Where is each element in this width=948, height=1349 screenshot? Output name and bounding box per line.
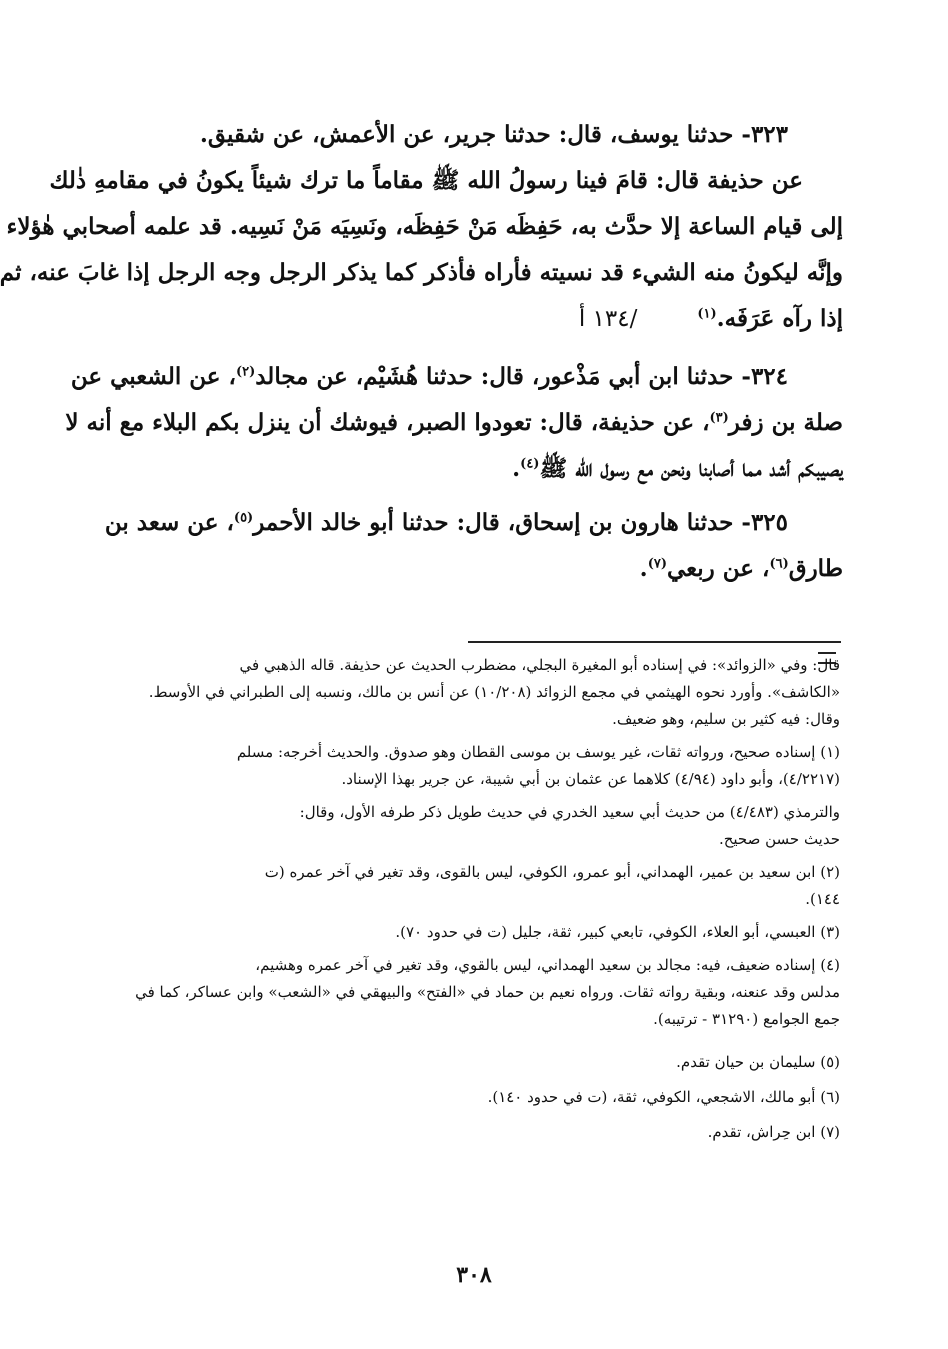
footnote-2 bbox=[100, 859, 840, 913]
main-text bbox=[0, 112, 843, 592]
footnote-1 bbox=[100, 739, 840, 793]
hadith-line-text: ، عن حذيفة، قال: تعودوا الصبر، فيوشك أن ينزل بكم البلاء مع أنه لا bbox=[65, 409, 710, 436]
footnote-line: «الكاشف». وأورد نحوه الهيثمي في مجمع الزوائد (١٠/٢٠٨) عن أنس بن مالك، ونسبه إلى الطبراني في الأوسط. bbox=[148, 683, 840, 701]
footnote-ref: (٢) bbox=[235, 364, 256, 380]
footnote-line: جمع الجوامع (٣١٢٩٠ - ترتيبه). bbox=[653, 1010, 840, 1028]
hadith-line bbox=[90, 296, 843, 342]
footnote-line: حديث حسن صحيح. bbox=[718, 830, 840, 848]
footnotes bbox=[100, 652, 840, 1154]
footnote-line: وقال: فيه كثير بن سليم، وهو ضعيف. bbox=[612, 710, 840, 728]
footnote-line: (٥) سليمان بن حيان تقدم. bbox=[676, 1053, 840, 1071]
footnote-ref: (٥) bbox=[233, 510, 254, 526]
hadith-line-text: صلة بن زفر bbox=[728, 409, 843, 436]
hadith-line: وإنَّه ليكونُ منه الشيء قد نسيته فأراه فأذكر كما يذكر الرجل وجه الرجل إذا غابَ عنه، ثم bbox=[0, 259, 843, 286]
hadith-line-text: يصيبكم أشد مما أصابنا ونحن مع رسول الله ﷺ bbox=[539, 455, 843, 482]
hadith-line-text: ٣٢٥- حدثنا هارون بن إسحاق، قال: حدثنا أبو خالد الأحمر bbox=[253, 509, 788, 536]
footnote-ref: (٣) bbox=[709, 410, 729, 426]
hadith-line-text: ، عن سعد بن bbox=[104, 509, 234, 536]
footnote-line: قال: وفي «الزوائد»: في إسناده أبو المغيرة البجلي، مضطرب الحديث عن حذيفة. قاله الذهبي في bbox=[239, 656, 840, 674]
footnote-7 bbox=[100, 1119, 840, 1146]
footnote-line: ١٤٤). bbox=[805, 890, 840, 908]
footnote-ref: (٧) bbox=[647, 556, 667, 572]
hadith-line: يصيبكم أشد مما أصابنا ونحن مع رسول الله ﷺ$^{(٤)}$. bbox=[512, 455, 843, 482]
footnote-line: (٣) العبسي، أبو العلاء، الكوفي، تابعي كبير، ثقة، جليل (ت في حدود ٧٠). bbox=[395, 923, 840, 941]
footnote-ref: (٦) bbox=[769, 556, 789, 572]
hadith-324 bbox=[65, 354, 843, 492]
footnote-1-continued bbox=[100, 799, 840, 853]
footnote-ref: (١) bbox=[697, 306, 717, 322]
footnote-4 bbox=[100, 952, 840, 1033]
footnote-3 bbox=[100, 919, 840, 946]
hadith-325 bbox=[90, 500, 843, 592]
footnote-line: والترمذي (٤/٤٨٣) من حديث أبي سعيد الخدري في حديث طويل ذكر طرفه الأول، وقال: bbox=[299, 803, 840, 821]
hadith-line: طارق$^{(٦)}$، عن ربعي$^{(٧)}$. bbox=[639, 555, 843, 582]
hadith-line-text: ، عن ربعي bbox=[666, 555, 770, 582]
hadith-line-text: ٣٢٤- حدثنا ابن أبي مَذْعور، قال: حدثنا هُشَيْم، عن مجالد bbox=[255, 363, 788, 390]
footnote-line: (٤/٢٢١٧)، وأبو داود (٤/٩٤) كلاهما عن عثمان بن أبي شيبة، عن جرير بهذا الإسناد. bbox=[341, 770, 840, 788]
folio-marker: /١٣٤ أ bbox=[578, 306, 638, 332]
footnote-line: (٢) ابن سعيد بن عمير، الهمداني، أبو عمرو، الكوفي، ليس بالقوى، وقد تغير في آخر عمره (ت bbox=[264, 863, 840, 881]
footnote-5 bbox=[100, 1049, 840, 1076]
hadith-line-text: إذا رآه عَرَفَه. bbox=[716, 305, 843, 332]
footnote-line: (٧) ابن حِراش، تقدم. bbox=[707, 1123, 840, 1141]
footnote-line: (٦) أبو مالك، الاشجعي، الكوفي، ثقة، (ت في حدود ١٤٠). bbox=[487, 1088, 840, 1106]
footnote-line: (١) إسناده صحيح، ورواته ثقات، غير يوسف بن موسى القطان وهو صدوق. والحديث أخرجه: مسلم bbox=[236, 743, 840, 761]
hadith-line bbox=[65, 400, 843, 446]
hadith-line-text: طارق bbox=[788, 555, 843, 582]
footnote-carryover bbox=[100, 652, 840, 733]
hadith-line: عن حذيفة قال: قامَ فينا رسولُ الله ﷺ مقاماً ما ترك شيئاً يكونُ في مقامهِ ذٰلك bbox=[49, 167, 803, 194]
footnote-ref: (٤) bbox=[520, 456, 540, 472]
footnote-6 bbox=[100, 1084, 840, 1111]
footnote-separator bbox=[468, 641, 841, 643]
footnote-line: مدلس وقد عنعنه، وبقية رواته ثقات. ورواه نعيم بن حماد في «الفتح» والبيهقي في «الشعب» وابن عساكر، كما في bbox=[135, 983, 840, 1001]
hadith-line-text: ، عن الشعبي عن bbox=[70, 363, 236, 390]
hadith-line: ٣٢٣- حدثنا يوسف، قال: حدثنا جرير، عن الأعمش، عن شقيق. bbox=[199, 121, 788, 148]
page-number: ٣٠٨ bbox=[456, 1262, 492, 1288]
hadith-line bbox=[70, 354, 843, 400]
hadith-line: إلى قيام الساعة إلا حدَّث به، حَفِظَه مَنْ حَفِظَه، ونَسِيَه مَنْ نَسِيه. قد علمه أصحابي هٰؤلاء bbox=[6, 213, 843, 240]
hadith-line bbox=[90, 500, 843, 546]
footnote-line: (٤) إسناده ضعيف، فيه: مجالد بن سعيد الهمداني، ليس بالقوي، وقد تغير في آخر عمره وهشيم، bbox=[255, 956, 840, 974]
hadith-323 bbox=[0, 112, 843, 342]
